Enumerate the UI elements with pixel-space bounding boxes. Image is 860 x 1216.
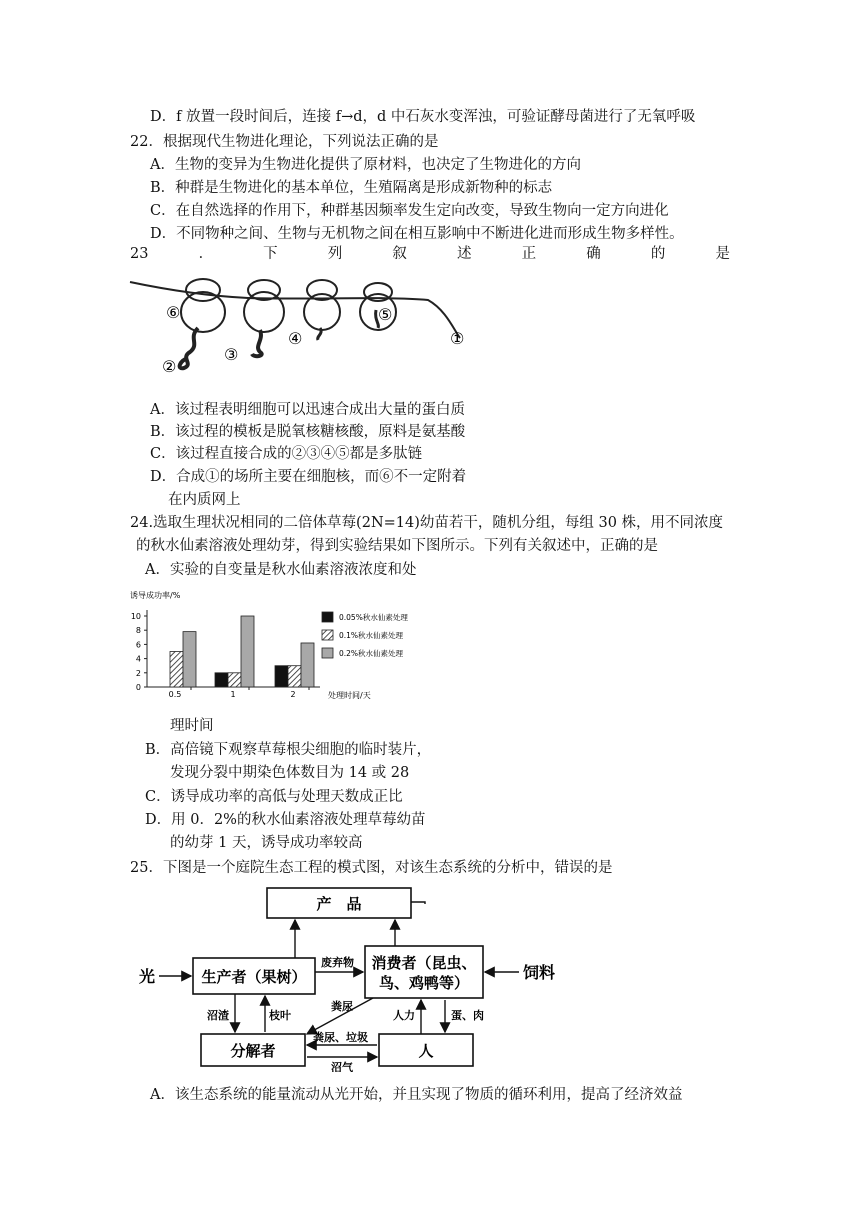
q25-option-a: A．该生态系统的能量流动从光开始，并且实现了物质的循环利用，提高了经济效益 — [150, 1087, 683, 1103]
bar — [215, 673, 228, 687]
q22-option-b: B．种群是生物进化的基本单位，生殖隔离是形成新物种的标志 — [150, 180, 553, 196]
q23-option-c: C．该过程直接合成的②③④⑤都是多肽链 — [150, 446, 423, 462]
x-tick-label: 1 — [230, 690, 236, 699]
y-tick-label: 4 — [135, 654, 141, 664]
consumer-label-2: 鸟、鸡鸭等） — [378, 974, 470, 992]
label-4: ④ — [288, 329, 303, 348]
human-label: 人 — [418, 1042, 434, 1060]
producer-label: 生产者（果树） — [201, 968, 307, 986]
residue-label: 沼渣 — [207, 1009, 229, 1022]
x-tick-label: 0.5 — [168, 690, 182, 699]
bar — [228, 673, 241, 687]
legend-swatch — [322, 630, 333, 640]
y-tick-label: 10 — [130, 612, 141, 621]
manure-garbage-label: 粪尿、垃圾 — [313, 1031, 368, 1044]
label-6: ⑥ — [166, 303, 181, 322]
q23-option-b: B．该过程的模板是脱氧核糖核酸，原料是氨基酸 — [150, 424, 466, 440]
legend-swatch — [322, 648, 333, 658]
light-label: 光 — [139, 967, 156, 986]
label-2: ② — [162, 357, 177, 376]
q21-option-d: D．f 放置一段时间后，连接 f→d，d 中石灰水变浑浊，可验证酵母菌进行了无氧呼吸 — [150, 109, 696, 125]
q24-stem-1: 24.选取生理状况相同的二倍体草莓(2N=14)幼苗若干，随机分组，每组 30 株，用不同浓度 — [130, 515, 724, 531]
labor-label: 人力 — [393, 1009, 415, 1022]
legend-swatch — [322, 612, 333, 622]
label-3: ③ — [224, 345, 239, 364]
y-tick-label: 0 — [135, 683, 141, 692]
y-tick-label: 2 — [135, 668, 141, 678]
polysome-figure — [128, 270, 478, 390]
y-tick-label: 6 — [135, 640, 141, 650]
manure-label: 粪尿 — [331, 1000, 353, 1013]
ecosystem-diagram — [125, 882, 595, 1072]
q25-stem: 25．下图是一个庭院生态工程的模式图，对该生态系统的分析中，错误的是 — [130, 860, 613, 876]
bar — [275, 666, 288, 687]
q24-option-b-1: B．高倍镜下观察草莓根尖细胞的临时装片， — [145, 742, 432, 758]
q24-option-a-1: A．实验的自变量是秋水仙素溶液浓度和处 — [145, 562, 417, 578]
bar — [183, 632, 196, 687]
q23-option-d-cont: 在内质网上 — [168, 492, 241, 508]
q24-option-d-2: 的幼芽 1 天，诱导成功率较高 — [170, 835, 363, 851]
bar — [170, 652, 183, 688]
q23-stem: 23 ． 下 列 叙 述 正 确 的 是 — [130, 246, 730, 262]
y-tick-label: 8 — [135, 626, 141, 636]
q23-option-a: A．该过程表明细胞可以迅速合成出大量的蛋白质 — [150, 402, 465, 418]
legend-label: 0.1%秋水仙素处理 — [339, 631, 404, 640]
branches-label: 枝叶 — [269, 1009, 291, 1022]
biogas-label: 沼气 — [331, 1061, 353, 1072]
chart-xlabel: 处理时间/天 — [328, 691, 371, 700]
x-tick-label: 2 — [290, 690, 296, 699]
eggs-meat-label: 蛋、肉 — [451, 1009, 484, 1022]
bar — [288, 666, 301, 687]
q22-option-d: D．不同物种之间、生物与无机物之间在相互影响中不断进化进而形成生物多样性。 — [150, 226, 684, 242]
consumer-label-1: 消费者（昆虫、 — [371, 954, 477, 972]
q22-option-a: A．生物的变异为生物进化提供了原材料，也决定了生物进化的方向 — [150, 157, 581, 173]
q24-stem-2: 的秋水仙素溶液处理幼芽，得到实验结果如下图所示。下列有关叙述中，正确的是 — [136, 538, 658, 554]
q23-option-d: D．合成①的场所主要在细胞核，而⑥不一定附着 — [150, 469, 467, 485]
label-5: ⑤ — [378, 305, 393, 324]
q24-option-b-2: 发现分裂中期染色体数目为 14 或 28 — [170, 765, 410, 781]
q24-option-a-2: 理时间 — [170, 718, 214, 734]
label-1: ① — [450, 329, 465, 348]
legend-label: 0.05%秋水仙素处理 — [339, 613, 408, 622]
chart-ylabel: 诱导成功率/% — [130, 591, 181, 600]
bar-chart — [125, 588, 465, 703]
decomposer-label: 分解者 — [230, 1042, 276, 1060]
waste-label: 废弃物 — [321, 956, 354, 969]
q24-option-c: C．诱导成功率的高低与处理天数成正比 — [145, 789, 403, 805]
product-label: 产 品 — [316, 895, 362, 913]
legend-label: 0.2%秋水仙素处理 — [339, 649, 404, 658]
feed-label: 饲料 — [523, 963, 556, 982]
q22-option-c: C．在自然选择的作用下，种群基因频率发生定向改变，导致生物向一定方向进化 — [150, 203, 669, 219]
q24-option-d-1: D．用 0．2%的秋水仙素溶液处理草莓幼苗 — [145, 812, 426, 828]
bar — [241, 616, 254, 687]
q22-stem: 22．根据现代生物进化理论，下列说法正确的是 — [130, 134, 439, 150]
bar — [301, 643, 314, 687]
